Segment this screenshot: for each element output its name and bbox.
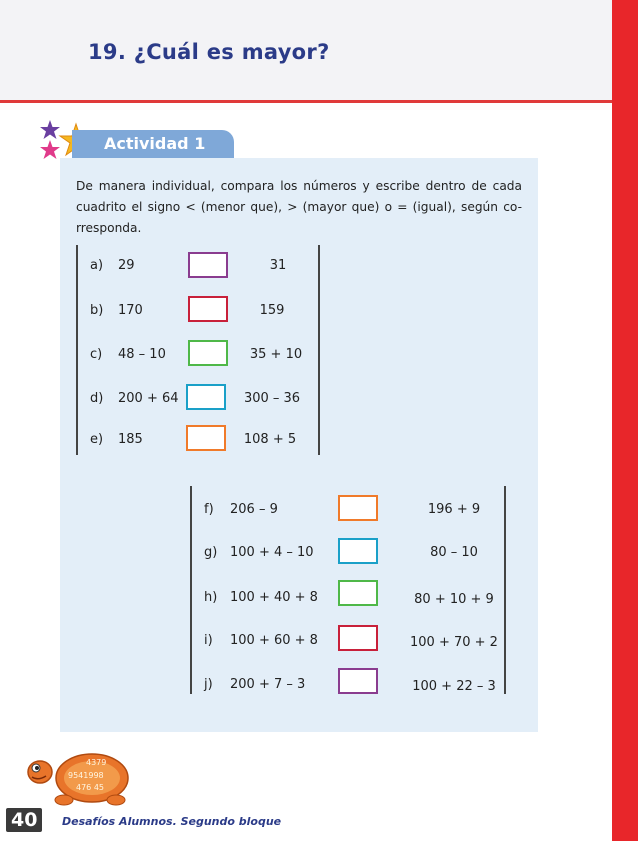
answer-box[interactable] [186, 384, 226, 410]
item-label: i) [204, 633, 213, 648]
right-expression: 100 + 22 – 3 [412, 679, 496, 694]
right-expression: 108 + 5 [243, 432, 297, 447]
left-expression: 185 [118, 432, 143, 447]
item-label: f) [204, 502, 214, 517]
left-expression: 29 [118, 258, 135, 273]
answer-box[interactable] [188, 252, 228, 278]
answer-box[interactable] [338, 668, 378, 694]
turtle-mascot-icon [24, 748, 134, 808]
footer-book-title: Desafíos Alumnos. Segundo bloque [62, 815, 282, 828]
item-label: c) [90, 347, 103, 362]
item-label: b) [90, 303, 104, 318]
left-expression: 100 + 4 – 10 [230, 545, 314, 560]
group1-left-bar [76, 245, 78, 455]
left-expression: 170 [118, 303, 143, 318]
page-title: 19. ¿Cuál es mayor? [88, 40, 330, 64]
page-number: 40 [6, 808, 42, 832]
group1-right-bar [318, 245, 320, 455]
left-expression: 200 + 64 [118, 391, 179, 406]
turtle-number: 9541998 [68, 771, 104, 780]
answer-box[interactable] [188, 340, 228, 366]
left-expression: 206 – 9 [230, 502, 278, 517]
right-expression: 196 + 9 [427, 502, 481, 517]
group2-left-bar [190, 486, 192, 694]
answer-box[interactable] [186, 425, 226, 451]
item-label: h) [204, 590, 218, 605]
right-expression: 80 + 10 + 9 [414, 592, 494, 607]
group2-right-bar [504, 486, 506, 694]
left-expression: 100 + 40 + 8 [230, 590, 318, 605]
item-label: j) [204, 677, 213, 692]
right-expression: 159 [259, 303, 285, 318]
answer-box[interactable] [338, 580, 378, 606]
item-label: d) [90, 391, 104, 406]
right-expression: 35 + 10 [249, 347, 303, 362]
right-expression: 31 [269, 258, 287, 273]
turtle-number: 476 45 [76, 783, 104, 792]
turtle-number: 4379 [86, 758, 107, 767]
left-expression: 100 + 60 + 8 [230, 633, 318, 648]
activity-label: Actividad 1 [104, 134, 206, 153]
page-edge-strip [612, 0, 638, 841]
item-label: a) [90, 258, 104, 273]
answer-box[interactable] [338, 495, 378, 521]
item-label: g) [204, 545, 218, 560]
right-expression: 100 + 70 + 2 [410, 635, 498, 650]
instructions-text: De manera individual, compara los números y escribe dentro de cada cuadrito el signo < (menor que), > (mayor que) o = (igual), según co-rresponda. [76, 179, 522, 235]
right-expression: 80 – 10 [430, 545, 478, 560]
left-expression: 200 + 7 – 3 [230, 677, 306, 692]
right-expression: 300 – 36 [243, 391, 301, 406]
answer-box[interactable] [338, 538, 378, 564]
answer-box[interactable] [338, 625, 378, 651]
item-label: e) [90, 432, 104, 447]
answer-box[interactable] [188, 296, 228, 322]
left-expression: 48 – 10 [118, 347, 166, 362]
